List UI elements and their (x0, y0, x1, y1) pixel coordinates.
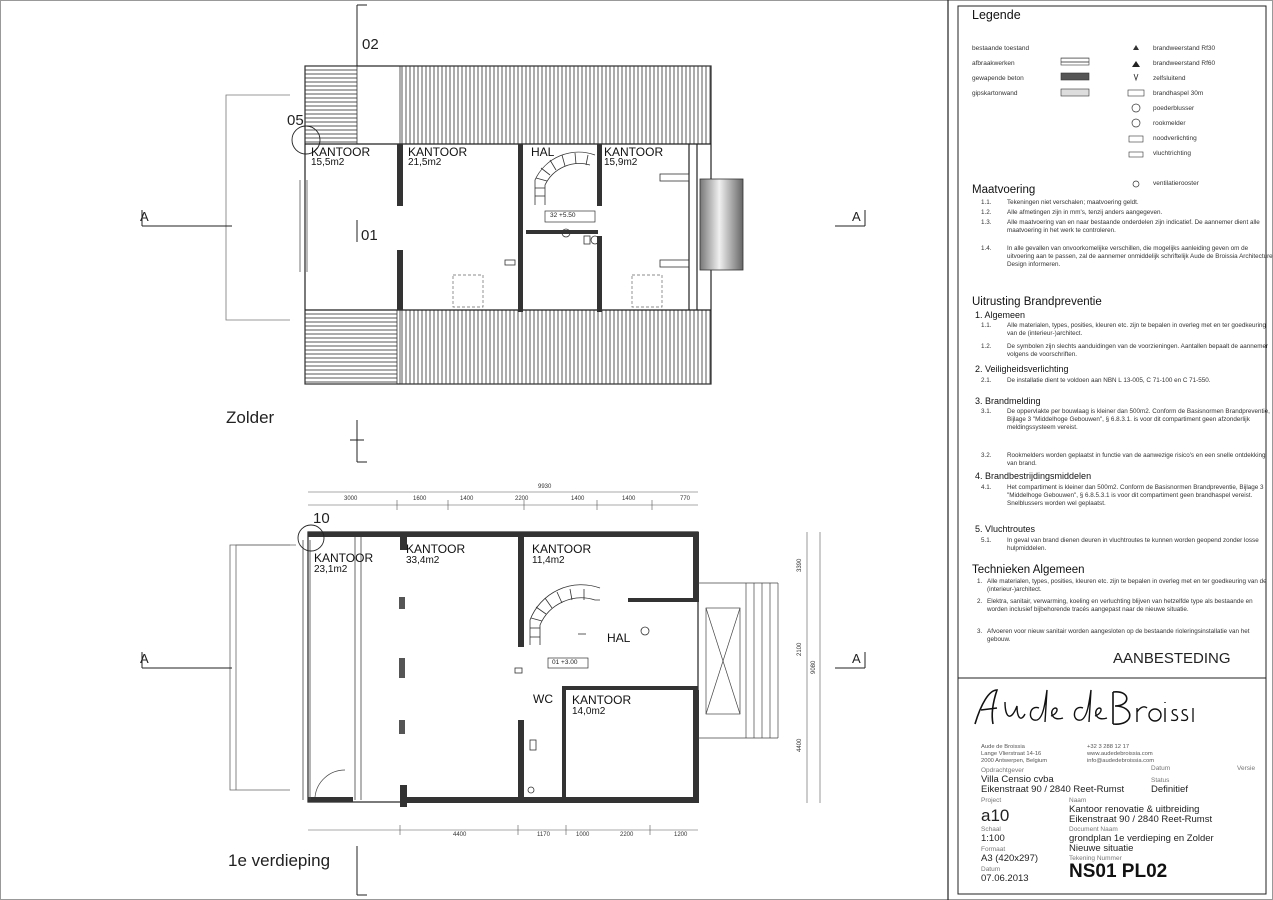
room-label: HAL (531, 145, 555, 159)
item-number: 2.1. (981, 377, 992, 384)
dimension: 1200 (674, 832, 688, 838)
firm-address-line: 2000 Antwerpen, Belgium (981, 758, 1048, 764)
versie-label: Versie (1237, 765, 1256, 772)
bottom-stair (530, 585, 600, 645)
formaat-value: A3 (420x297) (981, 853, 1039, 864)
firm-contact-line: www.audedebroissia.com (1087, 751, 1153, 757)
roof-hatch-top (400, 66, 711, 144)
legend-item: afbraakwerken (972, 60, 1015, 67)
dimension: 770 (680, 496, 691, 502)
dimension: 1000 (576, 832, 590, 838)
datum2-value: 07.06.2013 (981, 873, 1029, 884)
item-number: 3.2. (981, 452, 992, 459)
section-title: 1. Algemeen (975, 310, 1026, 320)
legend-item: zelfsluitend (1153, 75, 1186, 82)
document-name: grondplan 1e verdieping en Zolder (1069, 833, 1214, 844)
stair-level-tag: 01 +3.00 (552, 659, 578, 666)
item-text: Alle afmetingen zijn in mm's, tenzij anders aangegeven. (1007, 209, 1163, 216)
room-area: 11,4m2 (532, 555, 565, 566)
legend-item: noodverlichting (1153, 135, 1197, 142)
item-text: Elektra, sanitair, verwarming, koeling en verluchting blijven van hetzelfde type als bestaande en worden inclusief bijbehorende tracés aangepast naar de nieuwe situatie. (987, 598, 1253, 613)
dimension: 1600 (413, 496, 427, 502)
section-cut-lines (142, 210, 865, 668)
dimension: 1400 (571, 496, 585, 502)
room-label: KANTOOR (314, 551, 374, 565)
legend-item: brandhaspel 30m (1153, 90, 1204, 97)
legend-item: vluchtrichting (1153, 150, 1191, 157)
tekening-label: Tekening Nummer (1069, 855, 1122, 862)
room-label: KANTOOR (532, 542, 592, 556)
exterior-stair (698, 583, 778, 738)
room-label: KANTOOR (406, 542, 466, 556)
dimension: 1170 (537, 832, 550, 838)
room-area: 15,9m2 (604, 157, 638, 168)
opdrachtgever-label: Opdrachtgever (981, 767, 1024, 774)
legend-item: bestaande toestand (972, 45, 1030, 52)
maatvoering-title: Maatvoering (972, 184, 1036, 196)
roof-hatch-left-bottom (305, 310, 397, 384)
dimension: 2100 (797, 642, 803, 656)
room-label: WC (533, 692, 553, 706)
section-title: 5. Vluchtroutes (975, 524, 1036, 534)
legend-item: rookmelder (1153, 120, 1186, 127)
item-number: 1.4. (981, 245, 992, 252)
cylinder-element (700, 179, 743, 270)
firm-address-line: Lange Vlierstraat 14-16 (981, 751, 1042, 757)
legend-item: gewapende beton (972, 75, 1024, 82)
roof-hatch-left-top (305, 66, 357, 144)
status-stamp: AANBESTEDING (1113, 650, 1231, 667)
dimension: 1400 (460, 496, 474, 502)
room-area: 21,5m2 (408, 157, 442, 168)
dimension: 4400 (453, 832, 467, 838)
firm-contact-line: +32 3 288 12 17 (1087, 744, 1130, 750)
room-label: KANTOOR (572, 693, 632, 707)
item-text: Afvoeren voor nieuw sanitair worden aangesloten op de bestaande rioleringsinstallatie van het gebouw. (987, 628, 1250, 643)
legend-item: brandweerstand Rf60 (1153, 60, 1216, 67)
project-label: Project (981, 797, 1002, 804)
item-number: 1.2. (981, 209, 992, 216)
top-stair (535, 152, 595, 205)
item-number: 1.3. (981, 219, 992, 226)
dimension: 2200 (620, 832, 634, 838)
firm-address-line: Aude de Broissia (981, 744, 1025, 750)
dimension: 3000 (344, 496, 358, 502)
section-title: 2. Veiligheidsverlichting (975, 364, 1069, 374)
legend-title: Legende (972, 8, 1021, 22)
project-address: Eikenstraat 90 / 2840 Reet-Rumst (1069, 814, 1213, 825)
section-mark: A (852, 651, 861, 666)
status-label: Status (1151, 777, 1170, 784)
top-floor-plan (226, 5, 743, 462)
room-area: 14,0m2 (572, 706, 606, 717)
firm-contact-line: info@audedebroissia.com (1087, 758, 1155, 764)
marker-01: 01 (361, 227, 378, 244)
status-value: Definitief (1151, 784, 1188, 795)
dimension-total: 9930 (538, 484, 552, 490)
drawing-number: NS01 PL02 (1069, 861, 1168, 882)
legend-panel (955, 0, 1273, 900)
room-label: KANTOOR (311, 145, 371, 159)
project-number: a10 (981, 806, 1010, 825)
room-area: 33,4m2 (406, 555, 440, 566)
item-text: Rookmelders worden geplaatst in functie van de aanwezige risico's en een snelle ontdekking van brand. (1007, 452, 1266, 467)
item-text: In geval van brand dienen deuren in vluchtroutes te kunnen worden geopend zonder losse hulpmiddelen. (1007, 537, 1259, 552)
section-mark: A (140, 651, 149, 666)
item-text: De installatie dient te voldoen aan NBN L 13-005, C 71-100 en C 71-550. (1007, 377, 1211, 384)
floor-title-zolder: Zolder (226, 408, 275, 427)
item-text: Tekeningen niet verschalen; maatvoering geldt. (1007, 199, 1139, 206)
marker-circle-10 (298, 525, 324, 551)
room-area: 23,1m2 (314, 564, 348, 575)
formaat-label: Formaat (981, 846, 1006, 853)
opdrachtgever-address: Eikenstraat 90 / 2840 Reet-Rumst (981, 784, 1125, 795)
item-number: 5.1. (981, 537, 992, 544)
room-label: KANTOOR (604, 145, 664, 159)
item-text: Alle materialen, types, posities, kleuren etc. zijn te bepalen in overleg met en ter goedkeuring van de (interieur-)architect. (1007, 322, 1267, 337)
marker-05: 05 (287, 112, 304, 129)
schaal-label: Schaal (981, 826, 1001, 833)
document-label: Document Naam (1069, 826, 1118, 833)
marker-10: 10 (313, 510, 330, 527)
bottom-plan-outline (308, 532, 698, 802)
naam-label: Naam (1069, 797, 1087, 804)
roof-hatch-bottom (400, 310, 711, 384)
legend-item: gipskartonwand (972, 90, 1018, 97)
dimension: 9080 (811, 660, 817, 674)
item-text: De oppervlakte per bouwlaag is kleiner dan 500m2. Conform de Basisnormen Brandpreventie, Bijlage 3 "Middelhoge Gebouwen", § 6.8.3.1. is voor dit compartiment geen afzonderlijk meldingssysteem vereist. (1007, 408, 1270, 431)
item-text: Alle maatvoering van en naar bestaande onderdelen zijn indicatief. De aannemer dient alle maatvoering in het werk te controleren. (1007, 219, 1260, 234)
section-title: 3. Brandmelding (975, 396, 1041, 406)
dimension: 4400 (797, 738, 803, 752)
datum2-label: Datum (981, 866, 1001, 873)
legend-item: poederblusser (1153, 105, 1195, 112)
dimension: 3390 (797, 558, 803, 572)
schaal-value: 1:100 (981, 833, 1005, 844)
dimension: 1400 (622, 496, 636, 502)
section-title: 4. Brandbestrijdingsmiddelen (975, 471, 1092, 481)
item-number: 1.2. (981, 343, 992, 350)
project-name: Kantoor renovatie & uitbreiding (1069, 804, 1200, 815)
stair-level-tag: 32 +5.50 (550, 212, 576, 219)
floor-title-1e-verdieping: 1e verdieping (228, 851, 331, 870)
section-mark: A (852, 209, 861, 224)
room-label: HAL (607, 631, 631, 645)
dimension: 2200 (515, 496, 529, 502)
marker-02: 02 (362, 36, 379, 53)
item-number: 3. (977, 628, 983, 635)
item-text: Het compartiment is kleiner dan 500m2. Conform de Basisnormen Brandpreventie, Bijlage 3 "Middelhoge Gebouwen", § 6.8.5.3.1 is voor dit compartiment geen brandhaspel vereist. Snelblussers worden wel geplaatst. (1007, 484, 1264, 507)
item-number: 1. (977, 578, 983, 585)
item-number: 3.1. (981, 408, 992, 415)
item-text: In alle gevallen van onvoorkomelijke verschillen, die mogelijks aanleiding geven om de uitvoering aan te passen, zal de aannemer onmiddelijk schriftelijk Aude de Broissia Architecture Design informeren. (1007, 245, 1273, 268)
legend-item: ventilatierooster (1153, 180, 1199, 187)
item-number: 1.1. (981, 199, 992, 206)
room-label: KANTOOR (408, 145, 468, 159)
legend-item: brandweerstand Rf30 (1153, 45, 1216, 52)
item-text: Alle materialen, types, posities, kleuren etc. zijn te bepalen in overleg met en ter goedkeuring van de (interieur-)architect. (987, 578, 1267, 593)
brandpreventie-title: Uitrusting Brandpreventie (972, 296, 1102, 308)
datum-label: Datum (1151, 765, 1171, 772)
item-number: 2. (977, 598, 983, 605)
firm-logo (967, 684, 1197, 736)
item-number: 1.1. (981, 322, 992, 329)
section-mark: A (140, 209, 149, 224)
technieken-title: Technieken Algemeen (972, 564, 1085, 576)
item-text: De symbolen zijn slechts aanduidingen van de voorzieningen. Aantallen bepaalt de aannemer volgens de voorschriften. (1007, 343, 1269, 358)
document-subtitle: Nieuwe situatie (1069, 843, 1134, 854)
item-number: 4.1. (981, 484, 992, 491)
room-area: 15,5m2 (311, 157, 345, 168)
opdrachtgever-name: Villa Censio cvba (981, 774, 1054, 785)
